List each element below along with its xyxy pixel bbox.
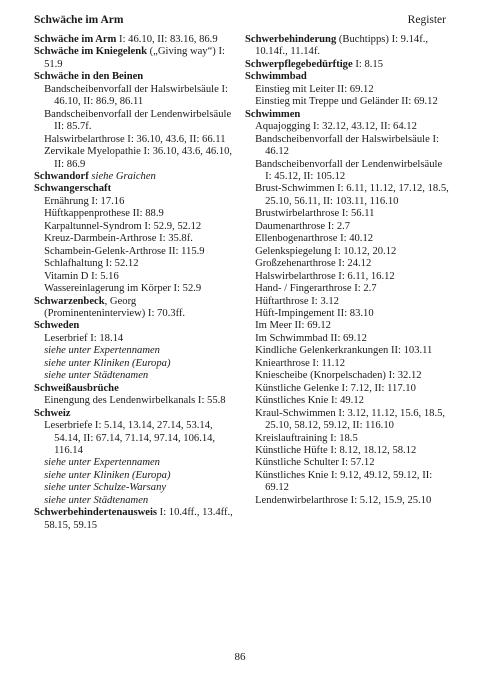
index-main-entry xyxy=(34,34,239,46)
index-subterm: Daumenarthrose I: 2.7 xyxy=(255,220,351,232)
index-main-entry xyxy=(34,46,239,71)
index-main-entry xyxy=(34,408,239,420)
index-subterm: Hüft-Impingement II: 83.10 xyxy=(255,307,374,319)
section-title: Register xyxy=(407,14,446,26)
index-sub-entry xyxy=(34,146,239,171)
index-sub-entry xyxy=(245,159,450,184)
index-subterm: Großzehenarthrose I: 24.12 xyxy=(255,258,372,270)
index-sub-entry xyxy=(245,345,450,357)
index-main-entry xyxy=(34,71,239,83)
index-term: Schweißausbrüche xyxy=(34,382,119,394)
index-subterm: Künstliches Knie I: 49.12 xyxy=(255,395,364,407)
index-subterm: Ernährung I: 17.16 xyxy=(44,195,125,207)
index-sub-entry xyxy=(34,258,239,270)
index-term: Schwäche im Kniegelenk xyxy=(34,46,147,58)
index-sub-entry xyxy=(245,333,450,345)
index-locators: (Buchtipps) I: 9.14f., 10.14f., 11.14f. xyxy=(255,34,429,58)
index-subterm: Brust-Schwimmen I: 6.11, 11.12, 17.12, 18.5, 25.10, 56.11, II: 103.11, 116.10 xyxy=(255,183,449,207)
index-subterm: Schambein-Gelenk-Arthrose II: 115.9 xyxy=(44,245,205,257)
index-sub-entry xyxy=(34,495,239,507)
index-main-entry xyxy=(245,34,450,59)
index-subterm: Bandscheibenvorfall der Lendenwirbelsäule II: 85.7f. xyxy=(44,108,232,133)
index-main-entry xyxy=(34,507,239,532)
index-subterm: Zervikale Myelopathie I: 36.10, 43.6, 46.10, II: 86.9 xyxy=(44,146,233,170)
index-term: Schwäche im Arm xyxy=(34,34,117,45)
index-subterm: Kreuz-Darmbein-Arthrose I: 35.8f. xyxy=(44,233,193,245)
index-sub-entry xyxy=(34,420,239,457)
index-sub-entry xyxy=(245,258,450,270)
index-main-entry xyxy=(34,171,239,183)
index-column-right xyxy=(245,34,450,507)
index-sub-entry xyxy=(34,457,239,469)
index-main-entry xyxy=(34,296,239,321)
index-subterm: Halswirbelarthrose I: 36.10, 43.6, II: 66.11 xyxy=(44,133,226,145)
index-sub-entry xyxy=(245,408,450,433)
index-sub-entry xyxy=(34,233,239,245)
index-subterm: Gelenkspiegelung I: 10.12, 20.12 xyxy=(255,245,397,257)
index-term: Schwerbehindertenausweis xyxy=(34,507,158,519)
index-sub-entry xyxy=(245,433,450,445)
index-sub-entry xyxy=(245,271,450,283)
index-sub-entry xyxy=(34,134,239,146)
index-sub-entry xyxy=(34,395,239,407)
index-column-left xyxy=(34,34,239,532)
index-locators: („Giving way“) I: 51.9 xyxy=(44,46,225,70)
index-locators: I: 8.15 xyxy=(352,58,383,70)
index-term: Schweiz xyxy=(34,407,71,419)
cross-reference: siehe unter Schulze-Warsany xyxy=(44,482,167,494)
index-sub-entry xyxy=(245,121,450,133)
index-locators: I: 10.4ff., 13.4ff., 58.15, 59.15 xyxy=(44,507,233,531)
index-sub-entry xyxy=(34,358,239,370)
index-sub-entry xyxy=(34,333,239,345)
page-number: 86 xyxy=(234,651,246,663)
index-sub-entry xyxy=(34,221,239,233)
index-subterm: Wassereinlagerung im Körper I: 52.9 xyxy=(44,283,202,295)
index-subterm: Einstieg mit Treppe und Geländer II: 69.12 xyxy=(255,96,438,108)
index-subterm: Leserbrief I: 18.14 xyxy=(44,332,124,344)
cross-reference: siehe unter Städtenamen xyxy=(44,494,149,506)
cross-reference: siehe unter Kliniken (Europa) xyxy=(44,357,171,369)
index-term: Schwangerschaft xyxy=(34,183,112,195)
index-sub-entry xyxy=(34,84,239,109)
index-subterm: Kniescheibe (Knorpelschaden) I: 32.12 xyxy=(255,370,422,382)
index-subterm: Lendenwirbelarthrose I: 5.12, 15.9, 25.10 xyxy=(255,494,432,506)
index-term: Schwandorf xyxy=(34,170,89,182)
index-sub-entry xyxy=(34,482,239,494)
index-term: Schweden xyxy=(34,320,80,332)
index-sub-entry xyxy=(34,370,239,382)
index-subterm: Karpaltunnel-Syndrom I: 52.9, 52.12 xyxy=(44,220,202,232)
index-sub-entry xyxy=(245,470,450,495)
index-subterm: Einstieg mit Leiter II: 69.12 xyxy=(255,83,374,95)
running-head: Schwäche im Arm xyxy=(34,14,124,26)
cross-reference: siehe unter Expertennamen xyxy=(44,457,160,469)
index-subterm: Hüftkappenprothese II: 88.9 xyxy=(44,208,164,220)
index-sub-entry xyxy=(245,358,450,370)
index-sub-entry xyxy=(245,370,450,382)
index-sub-entry xyxy=(245,283,450,295)
index-subterm: Kreislauftraining I: 18.5 xyxy=(255,432,358,444)
cross-reference: siehe unter Kliniken (Europa) xyxy=(44,469,171,481)
index-term: Schwarzenbeck xyxy=(34,295,105,307)
index-sub-entry xyxy=(245,457,450,469)
index-subterm: Hand- / Fingerarthrose I: 2.7 xyxy=(255,283,377,295)
index-subterm: Bandscheibenvorfall der Halswirbelsäule I: 46.10, II: 86.9, 86.11 xyxy=(44,83,228,108)
index-sub-entry xyxy=(245,296,450,308)
index-sub-entry xyxy=(34,246,239,258)
page-header xyxy=(34,14,446,32)
index-sub-entry xyxy=(34,271,239,283)
index-subterm: Bandscheibenvorfall der Halswirbelsäule I: 46.12 xyxy=(255,133,439,158)
index-sub-entry xyxy=(245,395,450,407)
index-term: Schwerbehinderung xyxy=(245,34,337,45)
index-term: Schwimmbad xyxy=(245,71,307,83)
index-main-entry xyxy=(245,59,450,71)
index-subterm: Halswirbelarthrose I: 6.11, 16.12 xyxy=(255,270,395,282)
index-sub-entry xyxy=(245,495,450,507)
index-subterm: Kindliche Gelenkerkrankungen II: 103.11 xyxy=(255,345,433,357)
index-sub-entry xyxy=(245,383,450,395)
index-sub-entry xyxy=(245,96,450,108)
index-main-entry xyxy=(245,71,450,83)
index-main-entry xyxy=(34,383,239,395)
index-sub-entry xyxy=(245,246,450,258)
cross-reference: siehe Graichen xyxy=(88,170,156,182)
index-subterm: Leserbriefe I: 5.14, 13.14, 27.14, 53.14, 54.14, II: 67.14, 71.14, 97.14, 106.14, 116.14 xyxy=(44,420,216,456)
index-main-entry xyxy=(34,320,239,332)
index-subterm: Im Meer II: 69.12 xyxy=(255,320,331,332)
index-sub-entry xyxy=(245,445,450,457)
index-subterm: Bandscheibenvorfall der Lendenwirbelsäule I: 45.12, II: 105.12 xyxy=(255,158,443,182)
index-subterm: Kraul-Schwimmen I: 3.12, 11.12, 15.6, 18.5, 25.10, 58.12, 59.12, II: 116.10 xyxy=(255,407,446,432)
index-subterm: Brustwirbelarthrose I: 56.11 xyxy=(255,208,375,220)
index-main-entry xyxy=(245,109,450,121)
index-sub-entry xyxy=(34,283,239,295)
index-term: Schwimmen xyxy=(245,108,301,120)
cross-reference: siehe unter Städtenamen xyxy=(44,370,149,382)
index-subterm: Kniearthrose I: 11.12 xyxy=(255,357,345,369)
index-subterm: Vitamin D I: 5.16 xyxy=(44,270,119,282)
index-subterm: Künstliche Schulter I: 57.12 xyxy=(255,457,375,469)
index-sub-entry xyxy=(34,109,239,134)
index-sub-entry xyxy=(34,345,239,357)
index-sub-entry xyxy=(245,233,450,245)
index-sub-entry xyxy=(245,84,450,96)
index-subterm: Künstliche Gelenke I: 7.12, II: 117.10 xyxy=(255,382,416,394)
index-subterm: Künstliches Knie I: 9.12, 49.12, 59.12, II: 69.12 xyxy=(255,469,433,494)
index-subterm: Künstliche Hüfte I: 8.12, 18.12, 58.12 xyxy=(255,444,417,456)
index-locators: I: 46.10, II: 83.16, 86.9 xyxy=(116,34,218,45)
index-sub-entry xyxy=(34,208,239,220)
index-sub-entry xyxy=(34,196,239,208)
index-subterm: Aquajogging I: 32.12, 43.12, II: 64.12 xyxy=(255,121,417,133)
index-sub-entry xyxy=(245,221,450,233)
index-main-entry xyxy=(34,183,239,195)
index-sub-entry xyxy=(245,183,450,208)
index-sub-entry xyxy=(245,308,450,320)
index-sub-entry xyxy=(245,134,450,159)
index-sub-entry xyxy=(245,208,450,220)
index-subterm: Im Schwimmbad II: 69.12 xyxy=(255,332,367,344)
index-term: Schwerpflegebedürftige xyxy=(245,58,353,70)
index-sub-entry xyxy=(34,470,239,482)
index-term: Schwäche in den Beinen xyxy=(34,71,144,83)
index-locators: , Georg (Prominenteninterview) I: 70.3ff. xyxy=(44,295,186,319)
index-subterm: Einengung des Lendenwirbelkanals I: 55.8 xyxy=(44,395,226,407)
index-sub-entry xyxy=(245,320,450,332)
cross-reference: siehe unter Expertennamen xyxy=(44,345,160,357)
index-subterm: Ellenbogenarthrose I: 40.12 xyxy=(255,233,374,245)
index-subterm: Schlafhaltung I: 52.12 xyxy=(44,258,139,270)
index-subterm: Hüftarthrose I: 3.12 xyxy=(255,295,339,307)
